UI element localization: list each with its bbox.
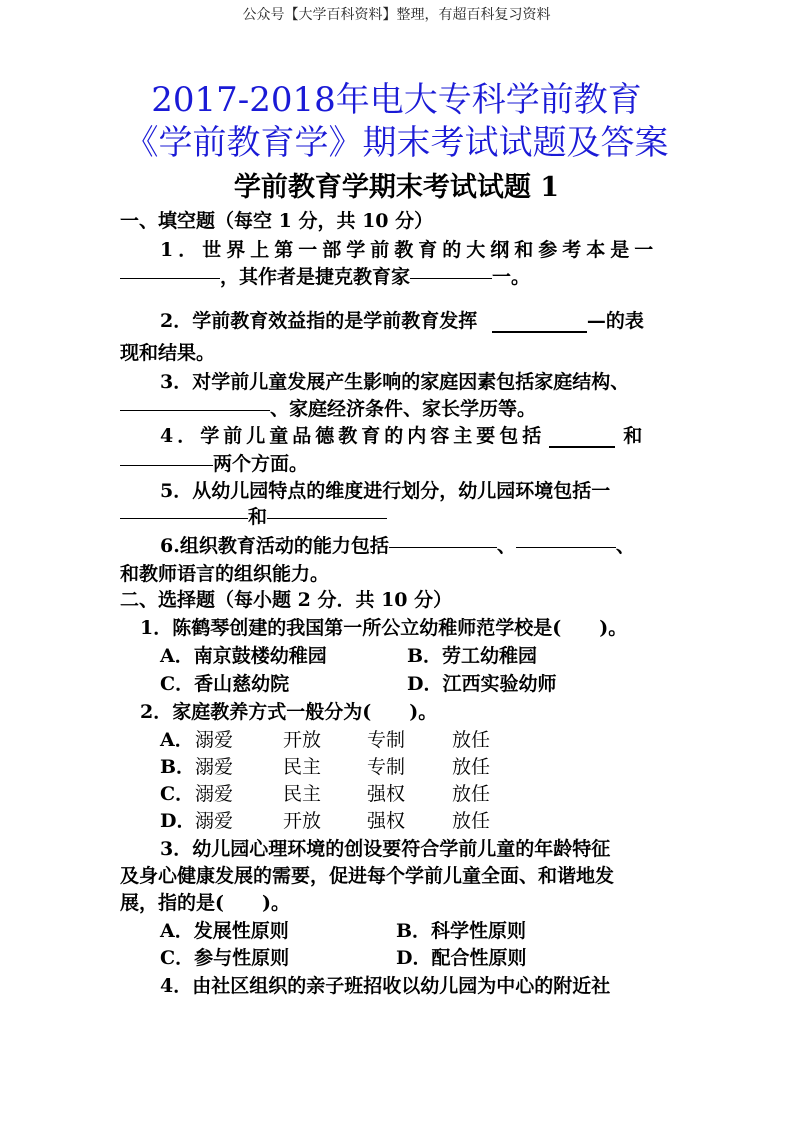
choice-q3-option-c[interactable]: C．参与性原则 xyxy=(160,947,290,969)
option-item: 溺爱 xyxy=(195,729,234,751)
fill-q4-end: 和 xyxy=(623,425,647,447)
fill-q1-line2 xyxy=(120,262,530,289)
option-item: 开放 xyxy=(283,810,322,832)
option-item: 放任 xyxy=(452,783,491,805)
fill-blank[interactable] xyxy=(389,547,497,548)
document-title-line1: 2017-2018年电大专科学前教育 xyxy=(151,80,642,120)
fill-q1-line1: 1．世界上第一部学前教育的大纲和参考本是一 xyxy=(160,239,659,261)
fill-q4-line1 xyxy=(160,421,646,448)
fill-blank[interactable] xyxy=(492,309,587,333)
fill-q5-line1: 5．从幼儿园特点的维度进行划分，幼儿园环境包括一 xyxy=(160,480,611,502)
choice-q1-option-d[interactable]: D．江西实验幼师 xyxy=(407,673,557,695)
option-item: 溺爱 xyxy=(195,756,234,778)
choice-q1-stem: 1．陈鹤琴创建的我国第一所公立幼稚师范学校是( )。 xyxy=(140,617,628,639)
fill-q4-text2: 两个方面。 xyxy=(213,453,309,475)
fill-blank[interactable] xyxy=(549,424,615,448)
fill-blank[interactable] xyxy=(120,410,270,411)
choice-q3-stem-line2: 及身心健康发展的需要，促进每个学前儿童全面、和谐地发 xyxy=(120,865,615,887)
option-item: 民主 xyxy=(283,783,322,805)
option-item: 强权 xyxy=(367,810,406,832)
choice-q1-option-a[interactable]: A．南京鼓楼幼稚园 xyxy=(160,645,327,667)
fill-q4-text: 4．学前儿童品德教育的内容主要包括 xyxy=(160,425,546,447)
option-item: 民主 xyxy=(283,756,322,778)
option-item: 放任 xyxy=(452,810,491,832)
fill-q3-text: 、家庭经济条件、家长学历等。 xyxy=(270,398,537,420)
fill-q6-text: 6.组织教育活动的能力包括 xyxy=(160,535,389,557)
option-item: 开放 xyxy=(283,729,322,751)
fill-q2-line1 xyxy=(160,306,644,333)
fill-blank[interactable] xyxy=(120,278,220,279)
option-item: 放任 xyxy=(452,756,491,778)
fill-blank[interactable] xyxy=(410,278,492,279)
choice-q3-stem-line3: 展，指的是( )。 xyxy=(120,892,290,914)
choice-q3-stem-line1: 3．幼儿园心理环境的创设要符合学前儿童的年龄特征 xyxy=(160,838,611,860)
choice-q1-option-c[interactable]: C．香山慈幼院 xyxy=(160,673,290,695)
option-label: A． xyxy=(160,729,194,751)
fill-q6-end: 、 xyxy=(615,535,635,557)
option-item: 放任 xyxy=(452,729,491,751)
choice-q4-stem-line1: 4．由社区组织的亲子班招收以幼儿园为中心的附近社 xyxy=(160,975,611,997)
choice-q3-option-d[interactable]: D．配合性原则 xyxy=(396,947,527,969)
fill-q6-sep: 、 xyxy=(496,535,516,557)
header-note: 公众号【大学百科资料】整理，有超百科复习资料 xyxy=(242,7,551,23)
fill-q3-line1: 3．对学前儿童发展产生影响的家庭因素包括家庭结构、 xyxy=(160,371,630,393)
fill-q6-line2: 和教师语言的组织能力。 xyxy=(120,563,330,585)
option-item: 溺爱 xyxy=(195,783,234,805)
fill-q5-mid: 和 xyxy=(248,506,268,528)
fill-q1-text: ，其作者是捷克教育家 xyxy=(220,266,411,288)
section1-heading: 一、填空题（每空 1 分，共 10 分） xyxy=(120,210,434,232)
fill-q5-line2 xyxy=(120,502,387,529)
option-item: 溺爱 xyxy=(195,810,234,832)
choice-q3-option-b[interactable]: B．科学性原则 xyxy=(396,920,527,942)
fill-q1-end: 一。 xyxy=(492,266,531,288)
fill-q3-line2 xyxy=(120,394,536,421)
option-item: 强权 xyxy=(367,783,406,805)
fill-q6-line1 xyxy=(160,531,635,558)
fill-blank[interactable] xyxy=(120,465,213,466)
fill-blank[interactable] xyxy=(120,518,248,519)
fill-blank[interactable] xyxy=(516,547,616,548)
exam-title: 学前教育学期末考试试题 1 xyxy=(233,172,560,203)
option-item: 专制 xyxy=(367,756,406,778)
option-label: B． xyxy=(160,756,196,778)
document-title-line2: 《学前教育学》期末考试试题及答案 xyxy=(124,123,669,163)
fill-blank[interactable] xyxy=(267,518,387,519)
fill-q2-line2: 现和结果。 xyxy=(120,342,216,364)
choice-q3-option-a[interactable]: A．发展性原则 xyxy=(160,920,289,942)
fill-q4-line2 xyxy=(120,449,308,476)
fill-q2-text: 2．学前教育效益指的是学前教育发挥 xyxy=(160,310,478,332)
section2-heading: 二、选择题（每小题 2 分．共 10 分） xyxy=(120,589,453,611)
choice-q2-stem: 2．家庭教养方式一般分为( )。 xyxy=(140,701,438,723)
choice-q1-option-b[interactable]: B．劳工幼稚园 xyxy=(407,645,538,667)
option-label: D． xyxy=(160,810,196,832)
option-item: 专制 xyxy=(367,729,406,751)
option-label: C． xyxy=(160,783,195,805)
fill-q2-end: —的表 xyxy=(586,310,644,332)
